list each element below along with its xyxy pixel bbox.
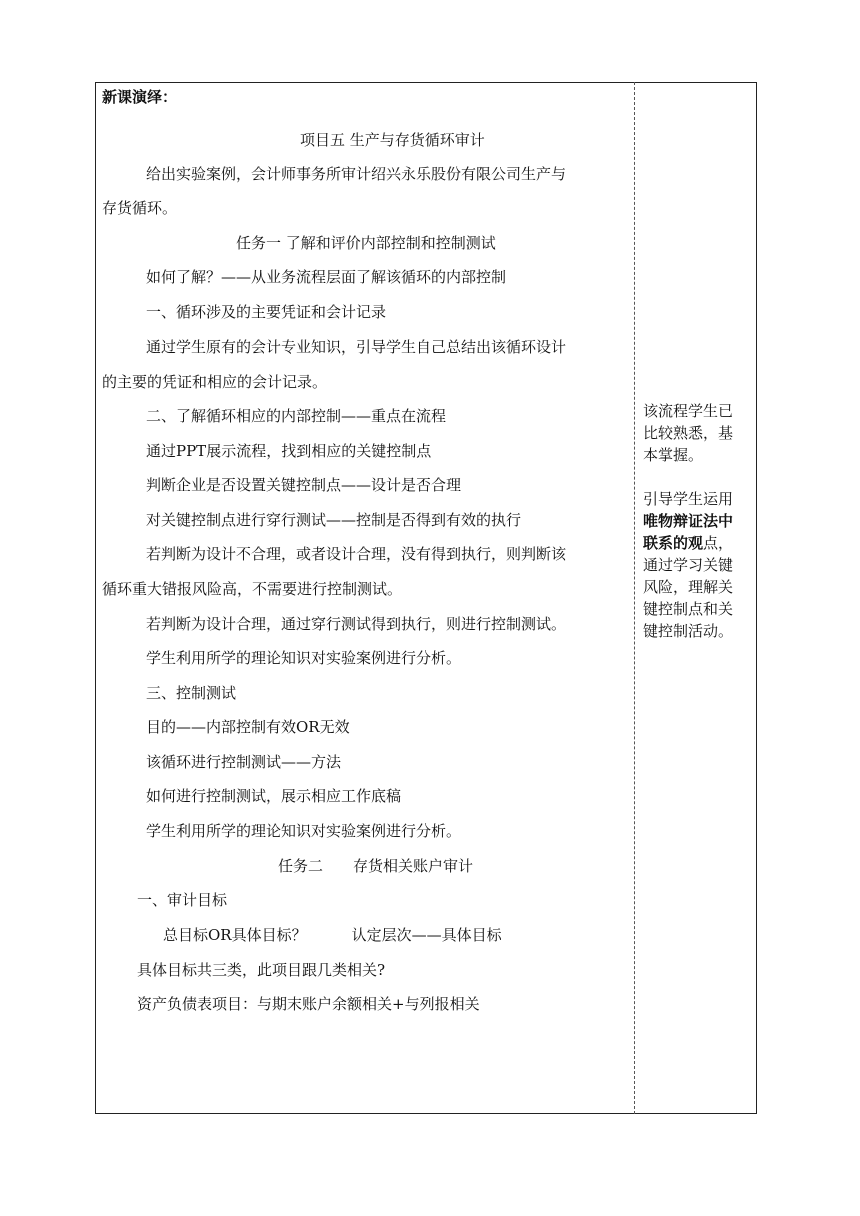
paragraph-line: 总目标OR具体目标？ 认定层次——具体目标	[163, 926, 502, 944]
side-note-line: 键控制点和关	[643, 600, 734, 618]
side-note-line	[643, 533, 733, 553]
subheading: 二、了解循环相应的内部控制——重点在流程	[146, 407, 447, 425]
paragraph-line: 学生利用所学的理论知识对实验案例进行分析。	[146, 649, 462, 667]
paragraph-line: 循环重大错报风险高，不需要进行控制测试。	[102, 580, 403, 598]
paragraph-line: 存货循环。	[102, 199, 178, 217]
side-note-line: 该流程学生已	[643, 402, 734, 420]
side-note-line: 比较熟悉，基	[643, 424, 734, 442]
task-title: 任务一 了解和评价内部控制和控制测试	[236, 234, 496, 252]
side-note-tail: 点，	[703, 534, 734, 552]
side-note-emphasis: 唯物辩证法中	[643, 512, 734, 530]
paragraph-line: 若判断为设计合理，通过穿行测试得到执行，则进行控制测试。	[146, 615, 567, 633]
paragraph-line: 学生利用所学的理论知识对实验案例进行分析。	[146, 822, 462, 840]
paragraph-line: 目的——内部控制有效OR无效	[146, 718, 350, 736]
paragraph-line: 如何进行控制测试，展示相应工作底稿	[146, 787, 402, 805]
side-note-line: 通过学习关键	[643, 556, 734, 574]
side-note-emphasis: 联系的观	[643, 534, 704, 552]
section-heading: 新课演绎：	[102, 88, 178, 106]
paragraph-line: 判断企业是否设置关键控制点——设计是否合理	[146, 476, 462, 494]
paragraph-line: 对关键控制点进行穿行测试——控制是否得到有效的执行	[146, 511, 522, 529]
project-title: 项目五 生产与存货循环审计	[300, 131, 485, 149]
paragraph-line: 通过PPT展示流程，找到相应的关键控制点	[146, 442, 432, 460]
paragraph-line: 如何了解？——从业务流程层面了解该循环的内部控制	[146, 268, 507, 286]
side-note-line: 引导学生运用	[643, 490, 734, 508]
paragraph-line: 若判断为设计不合理，或者设计合理，没有得到执行，则判断该	[146, 545, 567, 563]
subheading: 一、循环涉及的主要凭证和会计记录	[146, 303, 387, 321]
paragraph-line: 资产负债表项目：与期末账户余额相关+与列报相关	[137, 995, 480, 1013]
side-note-line: 本掌握。	[643, 446, 704, 464]
paragraph-line: 通过学生原有的会计专业知识，引导学生自己总结出该循环设计	[146, 338, 567, 356]
side-note-line: 键控制活动。	[643, 622, 734, 640]
paragraph-line: 的主要的凭证和相应的会计记录。	[102, 373, 328, 391]
task-title: 任务二 存货相关账户审计	[278, 857, 474, 875]
paragraph-line: 给出实验案例，会计师事务所审计绍兴永乐股份有限公司生产与	[146, 165, 567, 183]
paragraph-line: 该循环进行控制测试——方法	[146, 753, 342, 771]
subheading: 三、控制测试	[146, 684, 237, 702]
subheading: 一、审计目标	[137, 891, 228, 909]
paragraph-line: 具体目标共三类，此项目跟几类相关?	[137, 961, 386, 979]
column-divider	[634, 82, 635, 1114]
side-note-line: 风险，理解关	[643, 578, 734, 596]
